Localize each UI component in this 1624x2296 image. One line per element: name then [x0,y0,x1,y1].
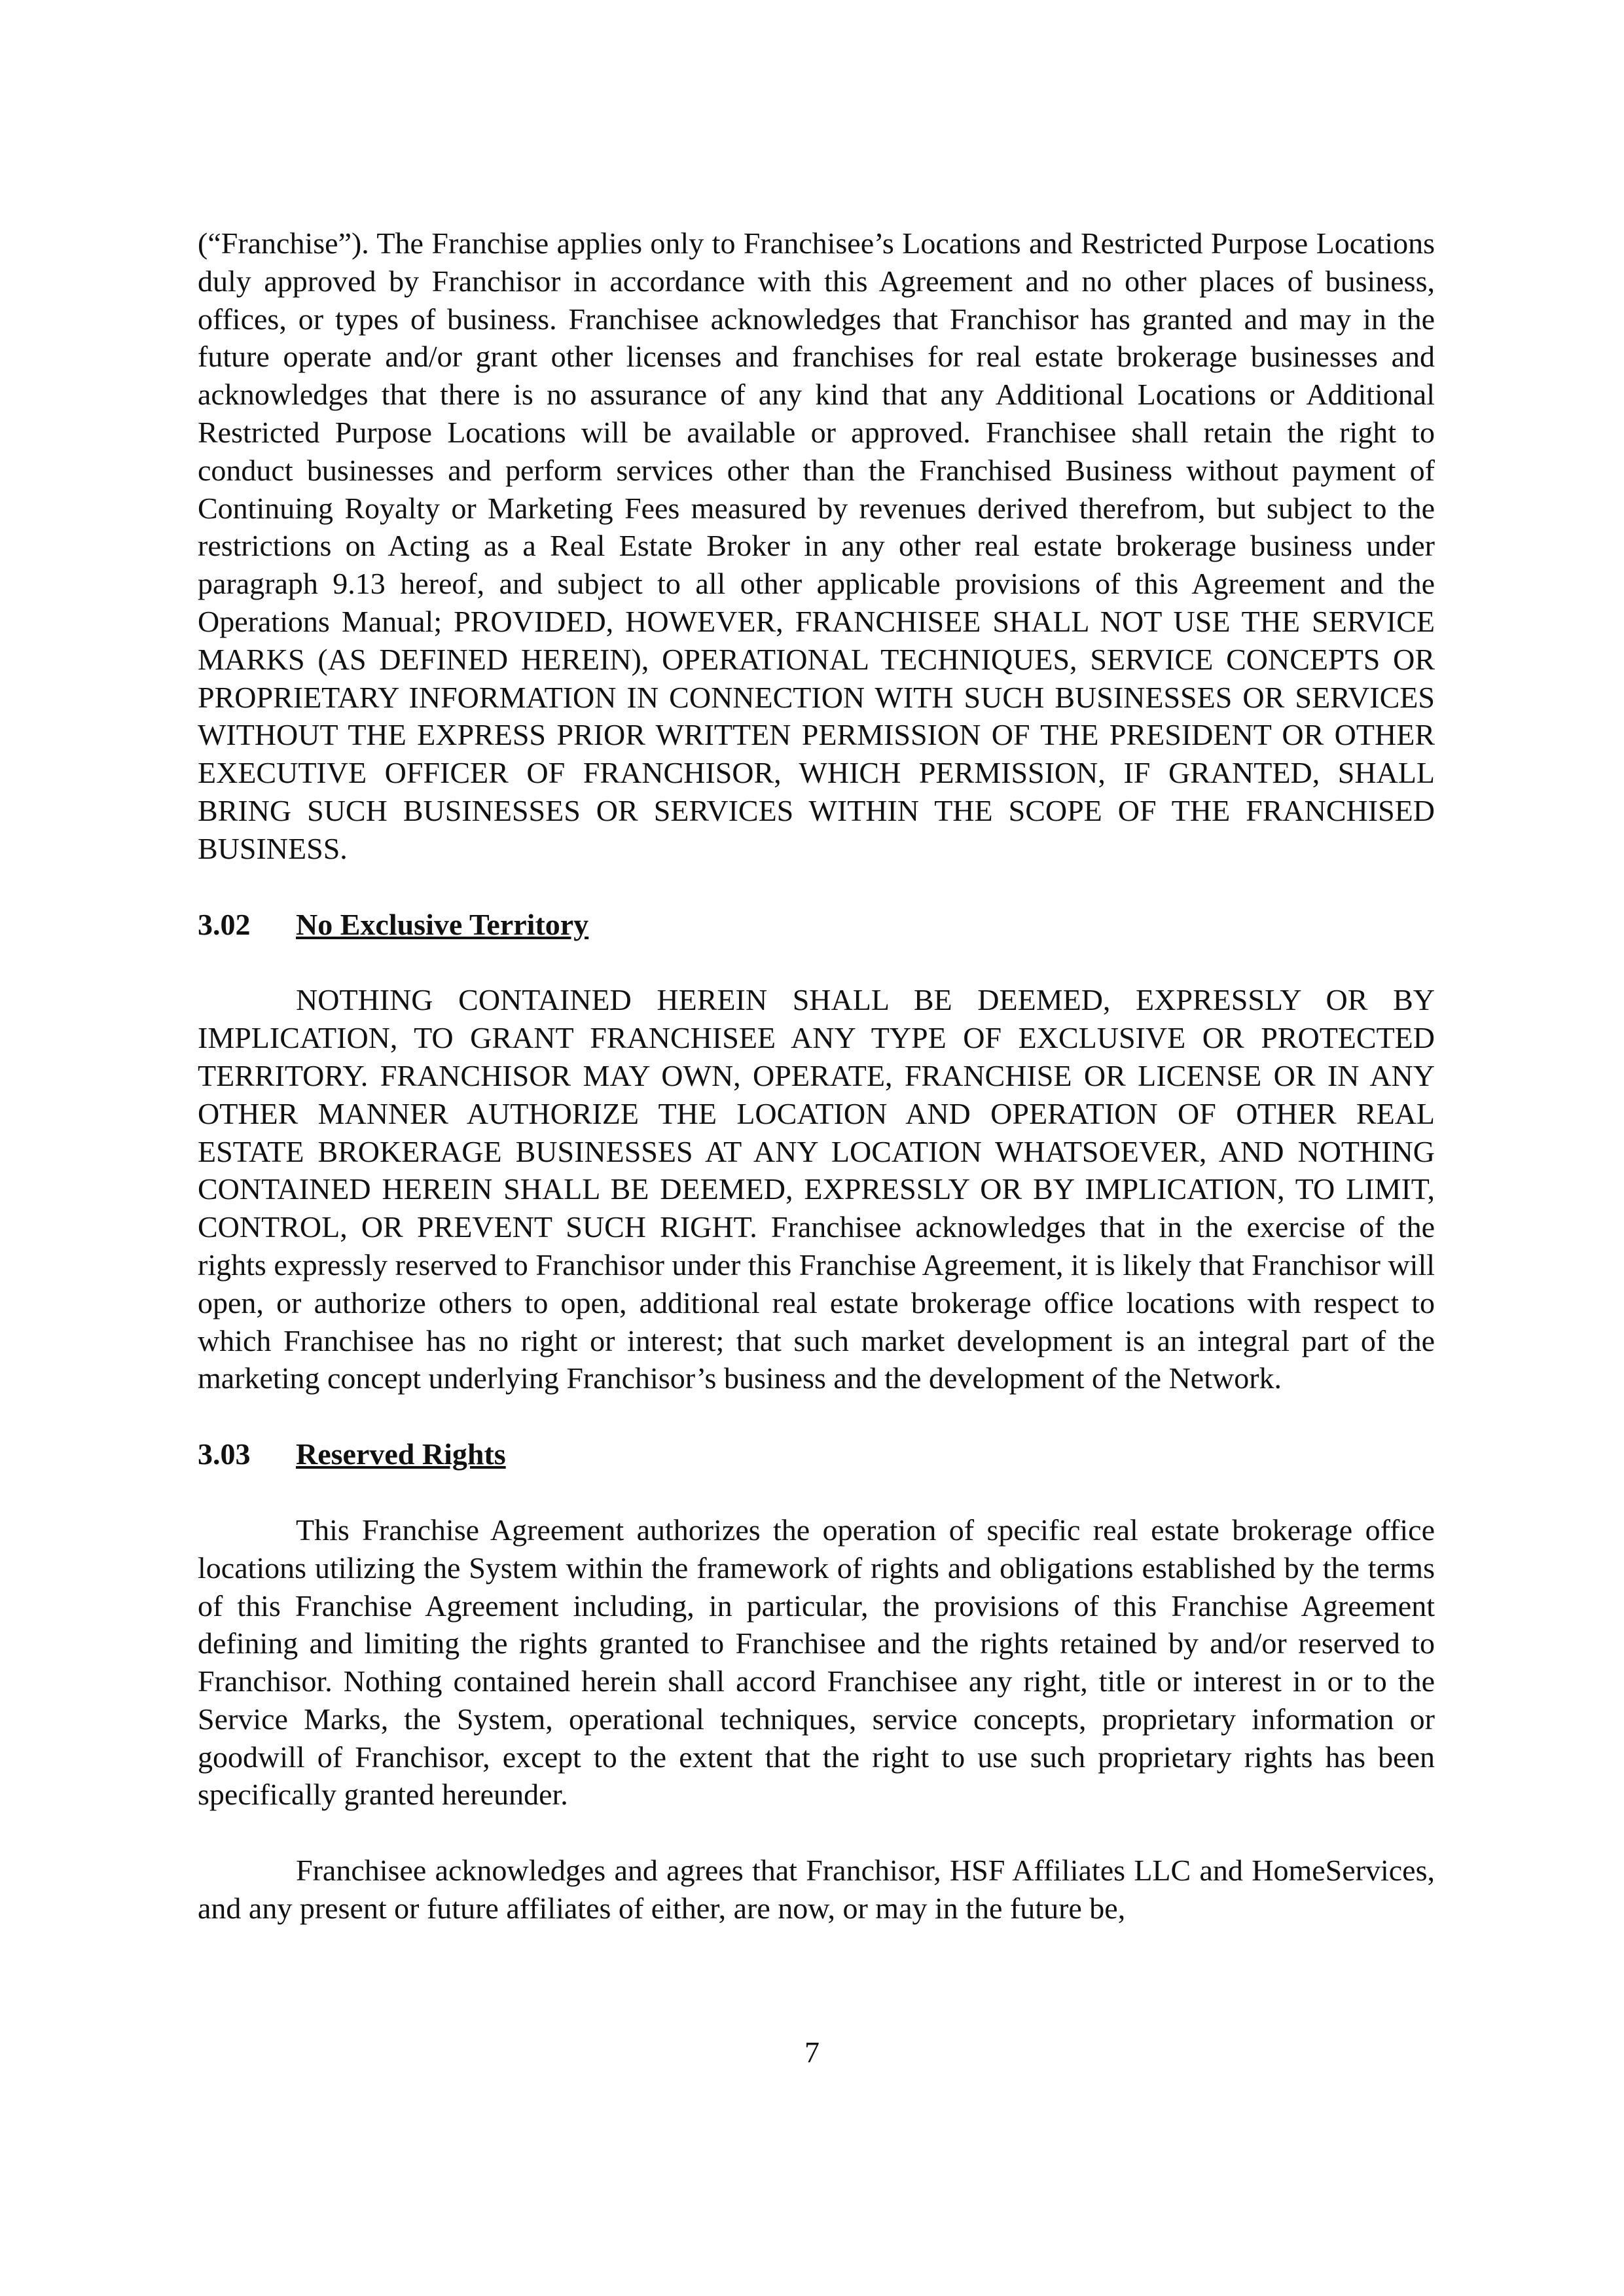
section-3-03-paragraph-2: Franchisee acknowledges and agrees that Franchisor, HSF Affiliates LLC and HomeServices, and any present or future affiliates of either, are now, or may in the future be, [198,1854,1435,1926]
continuation-paragraph: (“Franchise”). The Franchise applies only to Franchisee’s Locations and Restricted Purpose Locations duly approved by Franchisor in accordance with this Agreement and no other places of business, offices, or types of business. Franchisee acknowledges that Franchisor has granted and may in the future operate and/or grant other licenses and franchises for real estate brokerage businesses and acknowledges that there is no assurance of any kind that any Additional Locations or Additional Restricted Purpose Locations will be available or approved. Franchisee shall retain the right to conduct businesses and perform services other than the Franchised Business without payment of Continuing Royalty or Marketing Fees measured by revenues derived therefrom, but subject to the restrictions on Acting as a Real Estate Broker in any other real estate brokerage business under paragraph 9.13 hereof, and subject to all other applicable provisions of this Agreement and the Operations Manual; PROVIDED, HOWEVER, FRANCHISEE SHALL NOT USE THE SERVICE MARKS (AS DEFINED HEREIN), OPERATIONAL TECHNIQUES, SERVICE CONCEPTS OR PROPRIETARY INFORMATION IN CONNECTION WITH SUCH BUSINESSES OR SERVICES WITHOUT THE EXPRESS PRIOR WRITTEN PERMISSION OF THE PRESIDENT OR OTHER EXECUTIVE OFFICER OF FRANCHISOR, WHICH PERMISSION, IF GRANTED, SHALL BRING SUCH BUSINESSES OR SERVICES WITHIN THE SCOPE OF THE FRANCHISED BUSINESS. [198,226,1435,865]
section-title: Reserved Rights [296,1437,506,1471]
section-3-02-paragraph: NOTHING CONTAINED HEREIN SHALL BE DEEMED, EXPRESSLY OR BY IMPLICATION, TO GRANT FRANCHISEE ANY TYPE OF EXCLUSIVE OR PROTECTED TERRITORY. FRANCHISOR MAY OWN, OPERATE, FRANCHISE OR LICENSE OR IN ANY OTHER MANNER AUTHORIZE THE LOCATION AND OPERATION OF OTHER REAL ESTATE BROKERAGE BUSINESSES AT ANY LOCATION WHATSOEVER, AND NOTHING CONTAINED HEREIN SHALL BE DEEMED, EXPRESSLY OR BY IMPLICATION, TO LIMIT, CONTROL, OR PREVENT SUCH RIGHT. Franchisee acknowledges that in the exercise of the rights expressly reserved to Franchisor under this Franchise Agreement, it is likely that Franchisor will open, or authorize others to open, additional real estate brokerage office locations with respect to which Franchisee has no right or interest; that such market development is an integral part of the marketing concept underlying Franchisor’s business and the development of the Network. [198,983,1435,1395]
section-3-03-paragraph-1: This Franchise Agreement authorizes the operation of specific real estate brokerage office locations utilizing the System within the framework of rights and obligations established by the terms of this Franchise Agreement including, in particular, the provisions of this Franchise Agreement defining and limiting the rights granted to Franchisee and the rights retained by and/or reserved to Franchisor. Nothing contained herein shall accord Franchisee any right, title or interest in or to the Service Marks, the System, operational techniques, service concepts, proprietary information or goodwill of Franchisor, except to the extent that the right to use such proprietary rights has been specifically granted hereunder. [198,1513,1435,1812]
section-heading-3-03 [198,1435,1435,1473]
section-title: No Exclusive Territory [296,907,589,941]
section-number: 3.03 [198,1437,251,1471]
page-number: 7 [804,2036,820,2069]
section-number: 3.02 [198,907,251,941]
document-page [198,224,1435,1928]
section-heading-3-02 [198,906,1435,944]
